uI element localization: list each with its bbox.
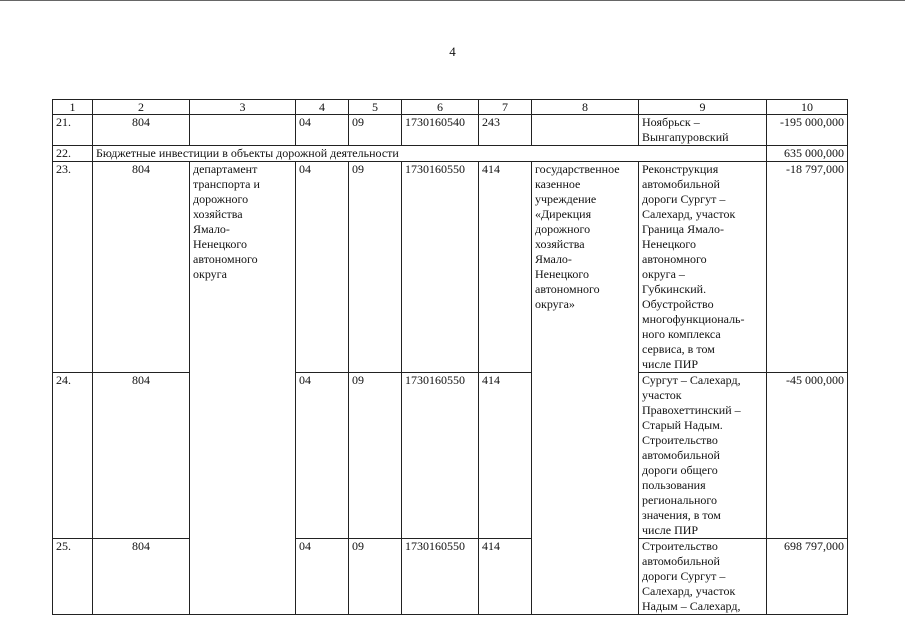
row-number: 23. (53, 162, 93, 373)
admin-code: 804 (93, 162, 190, 373)
table-row (53, 539, 848, 615)
section-code: 04 (296, 162, 349, 373)
object-name: Реконструкция автомобильной дороги Сургут – Салехард, участок Граница Ямало- Ненецкого автономного округа – Губкинский. Обустройство многофункциональ- ного комплекса сервиса, в том числе ПИР (639, 162, 767, 373)
header-cell-5: 5 (349, 100, 402, 115)
header-cell-10: 10 (767, 100, 848, 115)
expense-type-code: 414 (479, 373, 532, 539)
target-article-code: 1730160550 (402, 539, 479, 615)
header-cell-4: 4 (296, 100, 349, 115)
target-article-code: 1730160550 (402, 373, 479, 539)
amount: 698 797,000 (767, 539, 848, 615)
row-number: 22. (53, 146, 93, 162)
admin-code: 804 (93, 373, 190, 539)
subsection-code: 09 (349, 539, 402, 615)
header-cell-6: 6 (402, 100, 479, 115)
section-code: 04 (296, 115, 349, 146)
header-cell-3: 3 (190, 100, 296, 115)
amount: -18 797,000 (767, 162, 848, 373)
section-title: Бюджетные инвестиции в объекты дорожной деятельности (93, 146, 767, 162)
admin-code: 804 (93, 115, 190, 146)
department-name: департамент транспорта и дорожного хозяйства Ямало- Ненецкого автономного округа (190, 162, 296, 615)
expense-type-code: 414 (479, 539, 532, 615)
table-row (53, 162, 848, 373)
header-cell-9: 9 (639, 100, 767, 115)
table-row (53, 373, 848, 539)
expense-type-code: 243 (479, 115, 532, 146)
subsection-code: 09 (349, 162, 402, 373)
subsection-code: 09 (349, 373, 402, 539)
top-border-line (0, 0, 905, 1)
department-cell (190, 115, 296, 146)
row-number: 24. (53, 373, 93, 539)
table-header-row (53, 100, 848, 115)
header-cell-7: 7 (479, 100, 532, 115)
budget-table (52, 99, 848, 615)
object-name: Строительство автомобильной дороги Сургут – Салехард, участок Надым – Салехард, (639, 539, 767, 615)
table-row (53, 115, 848, 146)
admin-code: 804 (93, 539, 190, 615)
institution-cell (532, 115, 639, 146)
target-article-code: 1730160550 (402, 162, 479, 373)
table-row (53, 146, 848, 162)
header-cell-8: 8 (532, 100, 639, 115)
object-name: Ноябрьск – Вынгапуровский (639, 115, 767, 146)
row-number: 21. (53, 115, 93, 146)
object-name: Сургут – Салехард, участок Правохеттинский – Старый Надым. Строительство автомобильной дороги общего пользования регионального значения, в том числе ПИР (639, 373, 767, 539)
section-code: 04 (296, 373, 349, 539)
subsection-code: 09 (349, 115, 402, 146)
section-code: 04 (296, 539, 349, 615)
row-number: 25. (53, 539, 93, 615)
amount: 635 000,000 (767, 146, 848, 162)
expense-type-code: 414 (479, 162, 532, 373)
target-article-code: 1730160540 (402, 115, 479, 146)
page-number: 4 (449, 44, 456, 59)
amount: -45 000,000 (767, 373, 848, 539)
amount: -195 000,000 (767, 115, 848, 146)
header-cell-1: 1 (53, 100, 93, 115)
header-cell-2: 2 (93, 100, 190, 115)
institution-name: государственное казенное учреждение «Дирекция дорожного хозяйства Ямало- Ненецкого автономного округа» (532, 162, 639, 615)
